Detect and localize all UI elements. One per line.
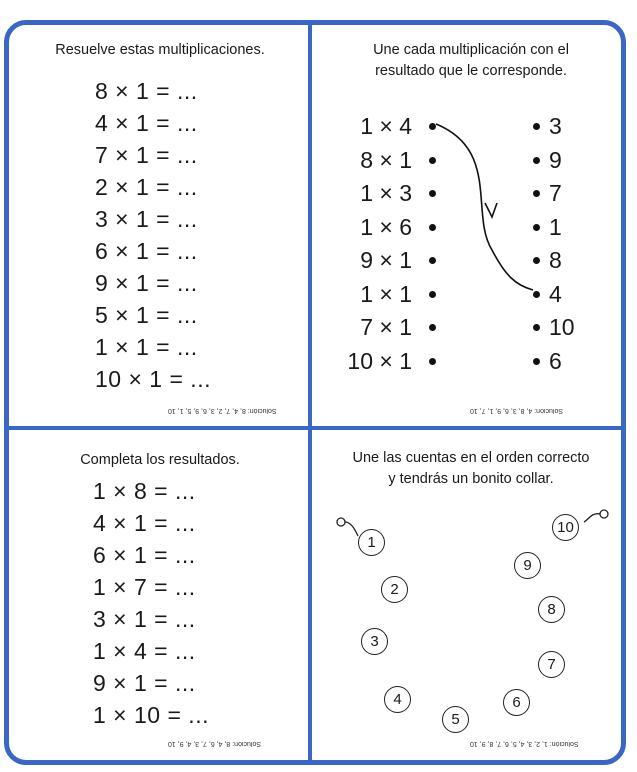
exercise-3-instruction: Completa los resultados. <box>80 452 240 468</box>
equation: 3 × 1 = ... <box>95 206 198 232</box>
bead[interactable]: 7 <box>538 651 565 678</box>
exercise-2-instruction-line2: resultado que le corresponde. <box>375 63 567 79</box>
bead[interactable]: 2 <box>381 576 408 603</box>
exercise-2-solution: Solución: 4, 8, 3, 6, 9, 1, 7, 10 <box>470 407 564 414</box>
match-right-item: 3 <box>549 113 562 139</box>
equation: 4 × 1 = ... <box>93 510 196 536</box>
clasp-end-ring <box>600 510 608 518</box>
bead[interactable]: 6 <box>503 689 530 716</box>
equation: 5 × 1 = ... <box>95 302 198 328</box>
match-right-item: 9 <box>549 146 562 173</box>
match-left-item: 1 × 4 <box>360 113 412 139</box>
exercise-4-solution: Solución: 1, 2, 3, 4, 5, 6, 7, 8, 9, 10 <box>470 740 579 747</box>
equation: 1 × 8 = ... <box>93 478 196 504</box>
example-match-arrow <box>436 124 533 290</box>
equation: 1 × 7 = ... <box>93 574 196 600</box>
match-right-item: 6 <box>549 347 562 374</box>
bead[interactable]: 5 <box>442 706 469 733</box>
clasp-end-string <box>584 514 600 522</box>
equation: 9 × 1 = ... <box>93 670 196 696</box>
exercise-1-solution: Solución: 8, 4, 7, 2, 3, 6, 9, 5, 1, 10 <box>168 407 277 414</box>
exercise-1-instruction: Resuelve estas multiplicaciones. <box>55 42 265 58</box>
exercise-3-solution: Solución: 8, 4, 6, 7, 3, 4, 9, 10 <box>168 740 262 747</box>
match-right-item: 1 <box>549 213 562 240</box>
equation: 4 × 1 = ... <box>95 110 198 136</box>
match-right-item: 4 <box>549 280 562 307</box>
equation: 1 × 10 = ... <box>93 702 209 728</box>
equation: 2 × 1 = ... <box>95 174 198 200</box>
equation: 8 × 1 = ... <box>95 78 198 104</box>
match-right-item: 7 <box>549 180 562 206</box>
equation: 1 × 4 = ... <box>93 638 196 664</box>
bead[interactable]: 1 <box>358 529 385 556</box>
equation: 3 × 1 = ... <box>93 606 196 632</box>
match-left-item: 7 × 1 <box>360 314 412 340</box>
equation: 1 × 1 = ... <box>95 334 198 360</box>
match-right-item: 8 <box>549 247 562 273</box>
equation: 9 × 1 = ... <box>95 270 198 296</box>
bead[interactable]: 10 <box>552 514 579 541</box>
match-left-item: 10 × 1 <box>347 347 412 374</box>
equation: 6 × 1 = ... <box>95 238 198 264</box>
arrow-head <box>485 203 497 217</box>
match-left-item: 1 × 3 <box>360 180 412 206</box>
bead[interactable]: 8 <box>538 596 565 623</box>
exercise-2-instruction-line1: Une cada multiplicación con el <box>373 42 569 58</box>
equation: 7 × 1 = ... <box>95 142 198 168</box>
match-right-item: 10 <box>549 314 575 340</box>
match-left-item: 8 × 1 <box>360 146 412 173</box>
bead[interactable]: 9 <box>514 552 541 579</box>
match-left-item: 1 × 1 <box>360 280 412 307</box>
equation: 6 × 1 = ... <box>93 542 196 568</box>
clasp-start-string <box>345 522 358 536</box>
match-left-item: 9 × 1 <box>360 247 412 273</box>
bead[interactable]: 4 <box>384 686 411 713</box>
exercise-4-instruction-line1: Une las cuentas en el orden correcto <box>352 450 590 466</box>
exercise-4-instruction-line2: y tendrás un bonito collar. <box>388 471 554 487</box>
clasp-start-ring <box>337 518 345 526</box>
bead[interactable]: 3 <box>361 628 388 655</box>
equation: 10 × 1 = ... <box>95 366 211 392</box>
match-left-item: 1 × 6 <box>360 213 412 240</box>
